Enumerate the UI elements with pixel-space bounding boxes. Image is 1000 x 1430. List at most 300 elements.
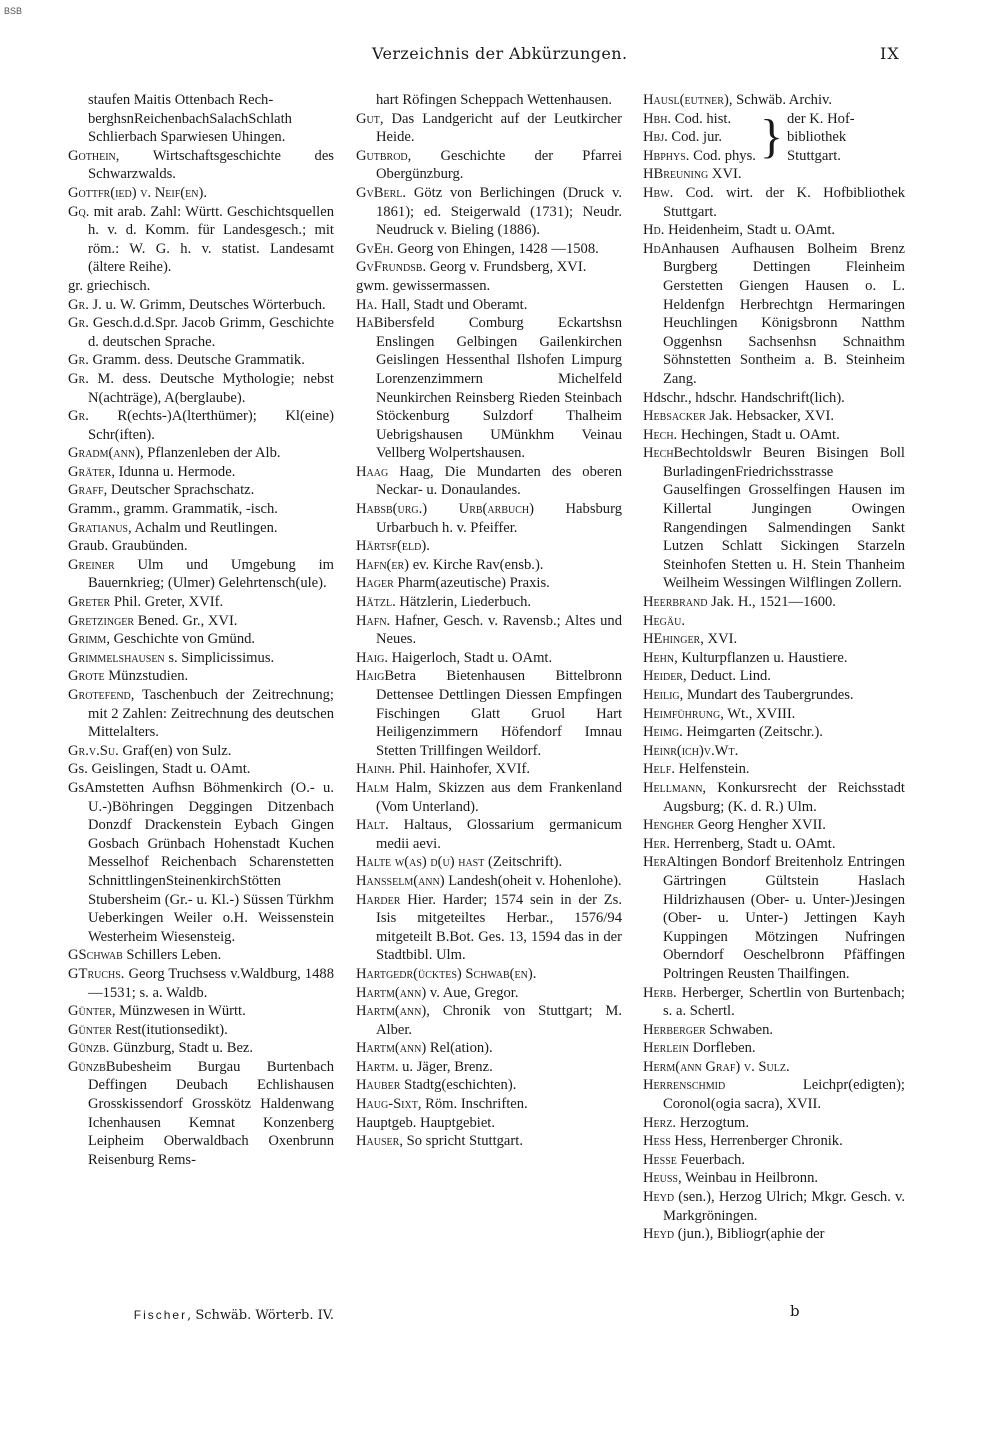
abbreviation-entry bbox=[68, 742, 334, 761]
abbreviation-term: GvEh. bbox=[356, 240, 394, 257]
abbreviation-entry bbox=[68, 463, 334, 482]
abbreviation-entry bbox=[68, 184, 334, 203]
abbreviation-entry bbox=[643, 853, 905, 983]
abbreviation-term: Herrenschmid bbox=[643, 1077, 726, 1094]
abbreviation-entry bbox=[68, 630, 334, 649]
entry-text: . bbox=[203, 184, 208, 201]
abbreviation-entry bbox=[643, 649, 905, 668]
column-1 bbox=[68, 91, 334, 1169]
brace-item bbox=[643, 147, 756, 166]
abbreviation-term: Halte w(as) d(u) hast bbox=[356, 854, 485, 871]
abbreviation-entry bbox=[356, 612, 622, 649]
entry-text: hart Röfingen Scheppach Wettenhausen. bbox=[376, 92, 613, 108]
abbreviation-term: Herberger bbox=[643, 1021, 706, 1038]
entry-text: Georg Hengher XVII. bbox=[694, 817, 826, 834]
entry-text: , Idunna u. Hermode. bbox=[111, 463, 236, 480]
abbreviation-entry bbox=[68, 277, 334, 296]
entry-text: Hess, Herrenberger Chronik. bbox=[670, 1133, 843, 1150]
entry-text: Betra Bietenhausen Bittelbronn Dettensee Dettlingen Diessen Empfingen Fischingen Glatt Gruol Hart Heiligenzimmern Höfendorf Imnau Stetten Trillfingen Weildorf. bbox=[376, 668, 622, 759]
abbreviation-entry bbox=[356, 984, 622, 1003]
abbreviation-entry bbox=[643, 444, 905, 593]
entry-text: Hätzlerin, Liederbuch. bbox=[395, 594, 532, 611]
abbreviation-entry bbox=[643, 1114, 905, 1133]
abbreviation-entry bbox=[68, 351, 334, 370]
abbreviation-term: Hager bbox=[356, 575, 394, 592]
abbreviation-term: Herz. bbox=[643, 1114, 677, 1131]
abbreviation-entry bbox=[643, 1188, 905, 1225]
abbreviation-entry bbox=[68, 203, 334, 277]
abbreviation-term: Heider bbox=[643, 668, 683, 685]
entry-text: , XVI. bbox=[700, 631, 738, 648]
abbreviation-entry bbox=[356, 463, 622, 500]
abbreviation-term: Heerbrand bbox=[643, 594, 708, 611]
entry-text: berghsnReichenbachSalachSchlath bbox=[88, 110, 292, 127]
abbreviation-entry bbox=[356, 891, 622, 965]
entry-text: Habsburg Urbarbuch h. v. Pfeiffer. bbox=[376, 501, 622, 536]
abbreviation-entry bbox=[68, 760, 334, 779]
entry-text: Ulm und Umgebung im Bauernkrieg; (Ulmer) Gelehrtensch(ule). bbox=[88, 556, 334, 592]
abbreviation-entry bbox=[643, 816, 905, 835]
entry-text: , Wt., XVIII. bbox=[720, 705, 796, 722]
abbreviation-entry bbox=[356, 258, 622, 277]
abbreviation-entry bbox=[68, 1039, 334, 1058]
abbreviation-entry bbox=[356, 1114, 622, 1133]
entry-text: Bubesheim Burgau Burtenbach Deffingen Deubach Echlishausen Grosskissendorf Grosskötz Haldenwang Ichenhausen Kemnat Konzenberg Leipheim Oberwaldbach Oxenbrunn Reisenburg Rems- bbox=[88, 1058, 334, 1168]
brace-group-items bbox=[643, 110, 756, 166]
entry-text: . bbox=[532, 965, 537, 982]
abbreviation-entry bbox=[68, 444, 334, 463]
abbreviation-entry bbox=[68, 946, 334, 965]
abbreviation-term: Haag bbox=[356, 463, 389, 480]
abbreviation-term: Ha. bbox=[356, 296, 378, 313]
abbreviation-term: Gretzinger bbox=[68, 612, 135, 629]
entry-continuation bbox=[68, 91, 334, 110]
entry-text: . bbox=[426, 538, 430, 555]
page-title: Verzeichnis der Abkürzungen. bbox=[372, 44, 628, 63]
abbreviation-entry bbox=[356, 1132, 622, 1151]
brace-symbol: } bbox=[759, 110, 783, 164]
entry-text: Gs. Geislingen, Stadt u. OAmt. bbox=[68, 761, 251, 778]
abbreviation-entry bbox=[68, 296, 334, 315]
entry-text: , Pflanzenleben der Alb. bbox=[139, 445, 281, 462]
abbreviation-entry bbox=[356, 779, 622, 816]
abbreviation-term: Gr. bbox=[68, 296, 89, 313]
abbreviation-term: Gradm(ann) bbox=[68, 445, 140, 462]
abbreviation-term: Grotefend bbox=[68, 687, 131, 703]
abbreviation-entry bbox=[356, 760, 622, 779]
abbreviation-entry bbox=[68, 519, 334, 538]
abbreviation-term: Härtsf(eld) bbox=[356, 538, 427, 555]
entry-text: , Kulturpflanzen u. Haustiere. bbox=[674, 649, 848, 666]
entry-text: Günzburg, Stadt u. Bez. bbox=[109, 1040, 254, 1057]
abbreviation-term: Hbphys. bbox=[643, 147, 690, 164]
entry-text: Götz von Berlichingen (Druck v. 1861); ed. Steigerwald (1731); Neudr. Neudruck v. Bieling (1886). bbox=[376, 184, 622, 239]
abbreviation-term: Hansselm(ann) bbox=[356, 872, 445, 889]
abbreviation-entry bbox=[68, 593, 334, 612]
abbreviation-entry bbox=[68, 314, 334, 351]
entry-text: Gramm. dess. Deutsche Grammatik. bbox=[88, 352, 305, 369]
abbreviation-term: Harder bbox=[356, 891, 401, 908]
abbreviation-term: Grimm bbox=[68, 631, 107, 648]
abbreviation-entry bbox=[643, 426, 905, 445]
abbreviation-entry bbox=[643, 240, 905, 389]
entry-text: , So spricht Stuttgart. bbox=[399, 1133, 523, 1150]
abbreviation-term: Hätzl. bbox=[356, 594, 396, 611]
brace-target-line: Stuttgart. bbox=[786, 147, 841, 164]
entry-text: (sen.), Herzog Ulrich; Mkgr. Gesch. v. Markgröningen. bbox=[663, 1189, 905, 1224]
entry-text: , Deduct. Lind. bbox=[682, 668, 771, 685]
abbreviation-entry bbox=[356, 500, 622, 537]
brace-item bbox=[643, 110, 756, 129]
abbreviation-term: Herm(ann Graf) v. Sulz bbox=[643, 1058, 786, 1075]
abbreviation-term: Heuss bbox=[643, 1170, 678, 1187]
entry-text: mit arab. Zahl: Württ. Geschichtsquellen h. v. d. Komm. für Landesgesch.; mit röm.: W. G. h. v. statist. Landesamt (ältere Reihe). bbox=[88, 203, 334, 276]
brace-target-line: der K. Hof- bbox=[786, 110, 855, 127]
entry-text: u. Jäger, Brenz. bbox=[398, 1058, 493, 1075]
printer-signature: b bbox=[790, 1302, 800, 1320]
entry-text: Graf(en) von Sulz. bbox=[118, 742, 232, 759]
abbreviation-entry bbox=[356, 853, 622, 872]
page-number: IX bbox=[880, 44, 900, 63]
entry-text: , Münzwesen in Württ. bbox=[111, 1003, 246, 1020]
abbreviation-term: Hausl(eutner) bbox=[643, 92, 729, 108]
abbreviation-term: Heimg. bbox=[643, 724, 683, 741]
abbreviation-entry bbox=[356, 147, 622, 184]
entry-text: Hechingen, Stadt u. OAmt. bbox=[677, 426, 840, 443]
entry-text: Münzstudien. bbox=[104, 668, 189, 685]
abbreviation-entry bbox=[356, 965, 622, 984]
abbreviation-entry bbox=[643, 407, 905, 426]
abbreviation-term: GSchwab bbox=[68, 947, 123, 964]
entry-text: Schillers Leben. bbox=[122, 947, 222, 964]
entry-text: XVI. bbox=[708, 166, 742, 183]
entry-text: Bechtoldswlr Beuren Bisingen Boll BurladingenFriedrichsstrasse Gauselfingen Grosselfingen Hausen im Killertal Jungingen Owingen Rangendingen Salmendingen Sankt Lutzen Schlatt Sickingen Starzeln Steinhofen Stetten u. H. Stein Thanheim Weilheim Wessingen Wilflingen Zollern. bbox=[663, 445, 905, 592]
abbreviation-term: Gutbrod bbox=[356, 147, 408, 164]
abbreviation-term: Heinr(ich)v.Wt bbox=[643, 742, 735, 759]
column-3-entries bbox=[643, 165, 905, 1243]
entry-text: Schwaben. bbox=[705, 1021, 774, 1038]
entry-text: Stadtg(eschichten). bbox=[400, 1077, 517, 1094]
library-watermark: BSB bbox=[4, 6, 23, 16]
abbreviation-term: Hech. bbox=[643, 426, 678, 443]
entry-text: gr. griechisch. bbox=[68, 277, 151, 294]
abbreviation-term: Herlein bbox=[643, 1040, 690, 1057]
abbreviation-entry bbox=[356, 240, 622, 259]
entry-text: Rest(itutionsedikt). bbox=[111, 1021, 228, 1038]
abbreviation-term: Hebsacker bbox=[643, 408, 706, 425]
entry-text: Hall, Stadt und Oberamt. bbox=[377, 296, 528, 313]
abbreviation-entry bbox=[68, 612, 334, 631]
abbreviation-entry bbox=[356, 314, 622, 463]
footer-reference bbox=[68, 1308, 334, 1323]
abbreviation-term: Günter bbox=[68, 1021, 112, 1038]
abbreviation-term: Hbh. bbox=[643, 110, 672, 127]
abbreviation-entry bbox=[643, 184, 905, 221]
entry-text: R(echts-)A(lterthümer); Kl(eine) Schr(iften). bbox=[88, 408, 334, 443]
abbreviation-entry bbox=[356, 110, 622, 147]
abbreviation-term: Greter bbox=[68, 594, 111, 611]
entry-text: Hauptgeb. Hauptgebiet. bbox=[356, 1114, 496, 1131]
abbreviation-term: Gr. bbox=[68, 370, 89, 387]
brace-target-line: bibliothek bbox=[786, 129, 847, 146]
entry-text: J. u. W. Grimm, Deutsches Wörterbuch. bbox=[88, 296, 326, 313]
abbreviation-entry bbox=[643, 779, 905, 816]
entry-text: Gesch.d.d.Spr. Jacob Grimm, Geschichte d. deutschen Sprache. bbox=[88, 315, 334, 350]
abbreviation-term: Helf. bbox=[643, 761, 675, 778]
abbreviation-entry bbox=[356, 1095, 622, 1114]
entry-text: Landesh(oheit v. Hohenlohe). bbox=[444, 872, 622, 889]
abbreviation-term: Gr. bbox=[68, 408, 89, 425]
entry-text: Rel(ation). bbox=[426, 1040, 493, 1057]
abbreviation-entry bbox=[356, 1058, 622, 1077]
entry-text: , Geschichte der Pfarrei Obergünzburg. bbox=[376, 147, 622, 183]
footer-author: Fischer bbox=[133, 1308, 188, 1322]
entry-text: Herrenberg, Stadt u. OAmt. bbox=[669, 835, 836, 852]
abbreviation-entry bbox=[68, 686, 334, 742]
abbreviation-term: GvFrundsb. bbox=[356, 259, 427, 276]
abbreviation-entry bbox=[643, 221, 905, 240]
abbreviation-entry bbox=[356, 556, 622, 575]
entry-text: , Taschenbuch der Zeitrechnung; mit 2 Zahlen: Zeitrechnung des deutschen Mittelalters. bbox=[88, 687, 334, 741]
abbreviation-term: Gratianus bbox=[68, 519, 128, 536]
footer-work: , Schwäb. Wörterb. IV. bbox=[187, 1308, 334, 1323]
abbreviation-term: Hafn. bbox=[356, 612, 391, 629]
entry-text: Hier. Harder; 1574 sein in der Zs. Isis mitgeteiltes Herbar., 1576/94 mitgeteilt B.Bot. Ges. 13, 1594 das in der Stadtbibl. Ulm. bbox=[376, 891, 622, 964]
entry-text: , Achalm und Reutlingen. bbox=[128, 519, 278, 536]
entry-text: Phil. Greter, XVIf. bbox=[110, 594, 224, 611]
entry-text: Haltaus, Glossarium germanicum medii aevi. bbox=[376, 817, 622, 852]
entry-text: Georg Truchsess v.Waldburg, 1488—1531; s. a. Waldb. bbox=[88, 965, 334, 1001]
entry-text: Haag, Die Mundarten des oberen Neckar- u. Donaulandes. bbox=[376, 463, 622, 499]
abbreviation-entry bbox=[68, 1058, 334, 1170]
abbreviation-term: Greiner bbox=[68, 556, 115, 573]
entry-text: Cod. jur. bbox=[667, 129, 723, 146]
abbreviation-term: Gut bbox=[356, 110, 380, 127]
abbreviation-entry bbox=[68, 407, 334, 444]
entry-text: ev. Kirche Rav(ensb.). bbox=[409, 556, 544, 573]
brace-item bbox=[643, 128, 756, 147]
abbreviation-term: Hbw. bbox=[643, 184, 674, 201]
abbreviation-term: Gr. bbox=[68, 352, 89, 369]
abbreviation-entry bbox=[643, 389, 905, 408]
entry-text: staufen Maitis Ottenbach Rech- bbox=[88, 92, 274, 108]
entry-text: Schlierbach Sparwiesen Uhingen. bbox=[88, 129, 286, 146]
entry-continuation bbox=[356, 91, 622, 110]
entry-text: M. dess. Deutsche Mythologie; nebst N(achträge), A(berglaube). bbox=[88, 370, 334, 406]
abbreviation-entry bbox=[68, 537, 334, 556]
abbreviation-entry bbox=[643, 705, 905, 724]
abbreviation-entry bbox=[68, 370, 334, 407]
entry-text: , Wirtschaftsgeschichte des Schwarzwalds. bbox=[88, 147, 334, 183]
abbreviation-entry bbox=[68, 1021, 334, 1040]
abbreviation-entry bbox=[68, 649, 334, 668]
abbreviation-entry bbox=[68, 481, 334, 500]
abbreviation-entry bbox=[643, 1039, 905, 1058]
abbreviation-term: Hd. bbox=[643, 222, 665, 239]
entry-text: , Konkursrecht der Reichsstadt Augsburg; (K. d. R.) Ulm. bbox=[663, 779, 905, 815]
entry-text: Bibersfeld Comburg Eckartshsn Enslingen Gelbingen Gailenkirchen Geislingen Hessenthal Ilshofen Limpurg Lorenzenzimmern Michelfeld Neunkirchen Reinsberg Rieden Steinbach Stöckenburg Sulzdorf Thalheim Uebrigshausen UMünkhm Veinau Vellberg Wolpertshausen. bbox=[373, 315, 622, 462]
abbreviation-term: Hellmann bbox=[643, 779, 703, 796]
abbreviation-entry bbox=[643, 1076, 905, 1113]
abbreviation-entry bbox=[356, 667, 622, 760]
entry-text: s. Simplicissimus. bbox=[164, 649, 275, 666]
abbreviation-entry bbox=[356, 574, 622, 593]
abbreviation-entry bbox=[643, 1169, 905, 1188]
abbreviation-entry bbox=[356, 184, 622, 240]
entry-text: Bened. Gr., XVI. bbox=[134, 612, 238, 629]
entry-text: Haigerloch, Stadt u. OAmt. bbox=[387, 649, 553, 666]
entry-text: Cod. hist. bbox=[671, 110, 732, 127]
abbreviation-entry bbox=[68, 500, 334, 519]
entry-text: , Das Landgericht auf der Leutkircher Heide. bbox=[376, 110, 622, 146]
entry-text: , Schwäb. Archiv. bbox=[728, 92, 833, 108]
entry-text: , Mundart des Taubergrundes. bbox=[679, 687, 854, 703]
entry-text: Georg von Ehingen, 1428 —1508. bbox=[393, 240, 599, 257]
abbreviation-term: HEhinger bbox=[643, 631, 701, 648]
abbreviation-term: Gottfr(ied) v. Neif(en) bbox=[68, 184, 204, 201]
abbreviation-term: Hartm. bbox=[356, 1058, 399, 1075]
entry-text: Hdschr., hdschr. Handschrift(lich). bbox=[643, 389, 845, 406]
entry-text: Heidenheim, Stadt u. OAmt. bbox=[664, 222, 836, 239]
abbreviation-entry bbox=[356, 816, 622, 853]
abbreviation-entry bbox=[643, 742, 905, 761]
abbreviation-term: Gr. bbox=[68, 315, 89, 332]
abbreviation-entry bbox=[643, 1132, 905, 1151]
entry-text: . bbox=[785, 1058, 790, 1075]
abbreviation-term: Günzb. bbox=[68, 1040, 110, 1057]
entry-text: . bbox=[734, 742, 739, 759]
entry-text: Feuerbach. bbox=[676, 1151, 745, 1168]
abbreviation-term: Hartm(ann) bbox=[356, 1040, 427, 1057]
abbreviation-term: Gothein bbox=[68, 147, 116, 164]
entry-text: , Weinbau in Heilbronn. bbox=[678, 1170, 819, 1187]
abbreviation-term: Hess bbox=[643, 1133, 671, 1150]
abbreviation-entry bbox=[643, 630, 905, 649]
abbreviation-term: Herb. bbox=[643, 984, 677, 1001]
entry-text: Helfenstein. bbox=[674, 761, 750, 778]
entry-text: . bbox=[681, 612, 685, 629]
abbreviation-term: Grimmelshausen bbox=[68, 649, 165, 666]
entry-text: gwm. gewissermassen. bbox=[356, 277, 491, 294]
abbreviation-term: Hbj. bbox=[643, 129, 668, 146]
abbreviation-term: Gräter bbox=[68, 463, 112, 480]
entry-text: Anhausen Aufhausen Bolheim Brenz Burgberg Dettingen Fleinheim Gerstetten Giengen Hausen o. L. Heldenfgn Herbrechtgn Hermaringen Heuchlingen Königsbronn Natthm Oggenhsn Sachsenhsn Schnaithm Söhnstetten Sontheim a. B. Steinheim Zang. bbox=[660, 240, 905, 387]
abbreviation-entry bbox=[643, 612, 905, 631]
abbreviation-term: Graff bbox=[68, 482, 104, 499]
abbreviation-term: Halt. bbox=[356, 817, 389, 834]
entry-text: Heimgarten (Zeitschr.). bbox=[682, 724, 823, 741]
abbreviation-term: Hech bbox=[643, 445, 674, 462]
abbreviation-entry bbox=[356, 1076, 622, 1095]
abbreviation-term: Hartm(ann) bbox=[356, 984, 427, 1001]
abbreviation-entry bbox=[643, 984, 905, 1021]
entry-text: Cod. wirt. der K. Hofbibliothek Stuttgart. bbox=[663, 184, 905, 220]
entry-continuation bbox=[68, 110, 334, 129]
page-header bbox=[0, 44, 1000, 68]
entry-text: Halm, Skizzen aus dem Frankenland (Vom Unterland). bbox=[376, 779, 622, 815]
abbreviation-term: Haig. bbox=[356, 649, 388, 666]
entry-text: (Zeitschrift). bbox=[484, 854, 563, 871]
abbreviation-entry bbox=[68, 965, 334, 1002]
entry-text: Hafner, Gesch. v. Ravensb.; Altes und Neues. bbox=[376, 612, 622, 648]
abbreviation-term: Ha bbox=[356, 315, 374, 332]
abbreviation-entry bbox=[68, 667, 334, 686]
abbreviation-term: GTruchs. bbox=[68, 965, 125, 982]
abbreviation-term: Günzb bbox=[68, 1058, 106, 1075]
abbreviation-entry bbox=[356, 593, 622, 612]
abbreviation-entry bbox=[643, 593, 905, 612]
abbreviation-entry bbox=[643, 760, 905, 779]
entry-text: GsAmstetten Aufhsn Böhmenkirch (O.- u. U.-)Böhringen Deggingen Ditzenbach Donzdf Drackenstein Eybach Gingen Gosbach Grünbach Hohenstadt Kuchen Messelhof Reichenbach Scharenstetten SchnittlingenSteinenkirchStötten Stubersheim (Gr.- u. Kl.-) Süssen Türkhm Ueberkingen Weiler o.H. Weissenstein Westerheim Wiesensteig. bbox=[68, 779, 334, 945]
abbreviation-term: Hegäu bbox=[643, 612, 682, 629]
entry-text: Pharm(azeutische) Praxis. bbox=[393, 575, 550, 592]
abbreviation-term: Hartgedr(ücktes) Schwab(en) bbox=[356, 965, 533, 982]
abbreviation-term: Haug-Sixt bbox=[356, 1096, 418, 1113]
abbreviation-entry bbox=[68, 779, 334, 946]
abbreviation-term: Halm bbox=[356, 779, 389, 796]
abbreviation-term: Heilig bbox=[643, 687, 680, 703]
abbreviation-entry bbox=[643, 1151, 905, 1170]
abbreviation-term: Heimführung bbox=[643, 705, 721, 722]
abbreviation-term: Hengher bbox=[643, 817, 695, 834]
abbreviation-term: Habsb(urg.) Urb(arbuch) bbox=[356, 501, 534, 518]
entry-text: , Chronik von Stuttgart; M. Alber. bbox=[376, 1003, 622, 1038]
abbreviation-term: Haig bbox=[356, 668, 385, 685]
abbreviation-entry bbox=[68, 556, 334, 593]
abbreviation-term: HBreuning bbox=[643, 166, 709, 183]
abbreviation-term: Heyd bbox=[643, 1226, 675, 1243]
abbreviation-entry bbox=[356, 649, 622, 668]
abbreviation-entry bbox=[356, 296, 622, 315]
abbreviation-term: Gr.v.Su. bbox=[68, 742, 119, 759]
abbreviation-entry bbox=[356, 1039, 622, 1058]
abbreviation-entry bbox=[68, 1002, 334, 1021]
abbreviation-entry bbox=[643, 1225, 905, 1244]
brace-group bbox=[643, 110, 905, 166]
abbreviation-term: Grote bbox=[68, 668, 105, 685]
entry-continuation bbox=[68, 128, 334, 147]
column-3 bbox=[643, 91, 905, 1244]
entry-text: Jak. Hebsacker, XVI. bbox=[705, 408, 835, 425]
abbreviation-entry bbox=[643, 667, 905, 686]
abbreviation-term: Hehn bbox=[643, 649, 675, 666]
abbreviation-term: Hesse bbox=[643, 1151, 677, 1168]
abbreviation-term: Günter bbox=[68, 1003, 112, 1020]
abbreviation-term: Hartm(ann) bbox=[356, 1003, 427, 1020]
entry-text: (jun.), Bibliogr(aphie der bbox=[674, 1226, 825, 1243]
abbreviation-entry bbox=[643, 723, 905, 742]
entry-text: Herzogtum. bbox=[676, 1114, 750, 1131]
abbreviation-term: Heyd bbox=[643, 1189, 675, 1206]
abbreviation-entry bbox=[643, 835, 905, 854]
abbreviation-term: GvBerl. bbox=[356, 184, 407, 201]
entry-text: Cod. phys. bbox=[689, 147, 756, 164]
abbreviation-term: Hd bbox=[643, 240, 661, 257]
abbreviation-entry bbox=[356, 872, 622, 891]
entry-text: Leichpr(edigten); Coronol(ogia sacra), XVII. bbox=[663, 1077, 905, 1113]
abbreviation-entry bbox=[643, 686, 905, 705]
abbreviation-term: Hainh. bbox=[356, 761, 396, 778]
abbreviation-entry bbox=[356, 1002, 622, 1039]
abbreviation-entry bbox=[356, 537, 622, 556]
abbreviation-entry bbox=[643, 91, 905, 110]
entry-text: , Deutscher Sprachschatz. bbox=[103, 482, 255, 499]
entry-text: Graub. Graubünden. bbox=[68, 538, 188, 555]
entry-text: v. Aue, Gregor. bbox=[426, 984, 519, 1001]
entry-text: Jak. H., 1521—1600. bbox=[707, 594, 836, 611]
abbreviation-entry bbox=[68, 147, 334, 184]
entry-text: Herberger, Schertlin von Burtenbach; s. a. Schertl. bbox=[663, 984, 905, 1020]
